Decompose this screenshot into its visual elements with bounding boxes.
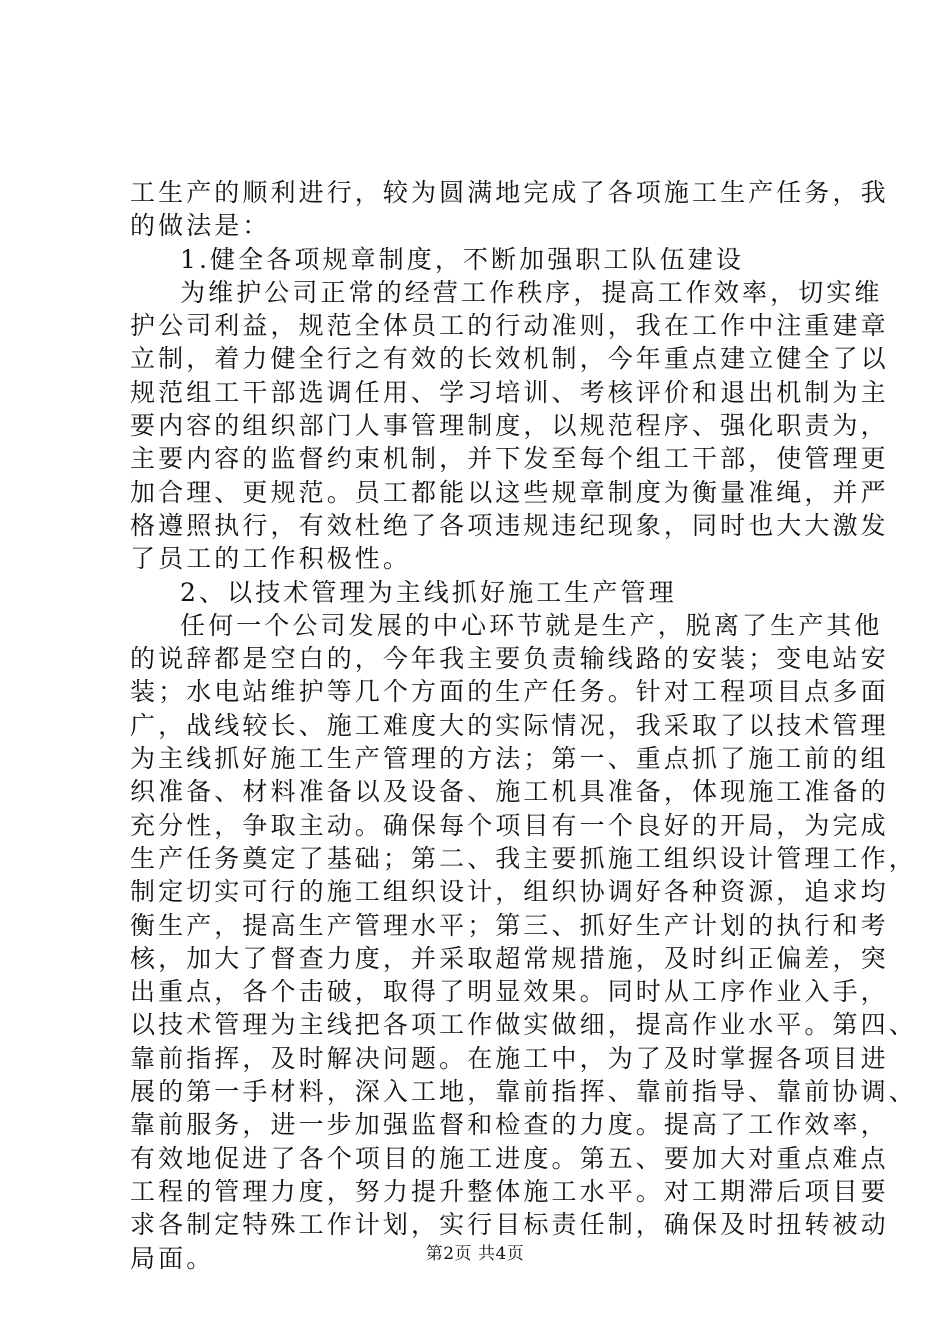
text-line: 局面。 xyxy=(130,1243,215,1273)
text-line: 加合理、更规范。员工都能以这些规章制度为衡量准绳，并严 xyxy=(130,477,889,507)
text-line: 工程的管理力度，努力提升整体施工水平。对工期滞后项目要 xyxy=(130,1176,889,1206)
text-line: 主要内容的监督约束机制，并下发至每个组工干部，使管理更 xyxy=(130,444,889,474)
text-line: 生产任务奠定了基础；第二、我主要抓施工组织设计管理工作， xyxy=(130,843,917,873)
text-line: 出重点，各个击破，取得了明显效果。同时从工序作业入手， xyxy=(130,977,889,1007)
text-line: 的说辞都是空白的，今年我主要负责输线路的安装；变电站安 xyxy=(130,644,889,674)
text-line: 有效地促进了各个项目的施工进度。第五、要加大对重点难点 xyxy=(130,1143,889,1173)
text-line: 广，战线较长、施工难度大的实际情况，我采取了以技术管理 xyxy=(130,710,889,740)
text-line: 2、以技术管理为主线抓好施工生产管理 xyxy=(180,577,677,607)
text-line: 求各制定特殊工作计划，实行目标责任制，确保及时扭转被动 xyxy=(130,1210,889,1240)
text-line: 了员工的工作积极性。 xyxy=(130,544,412,574)
text-line: 制定切实可行的施工组织设计，组织协调好各种资源，追求均 xyxy=(130,877,889,907)
text-line: 要内容的组织部门人事管理制度，以规范程序、强化职责为， xyxy=(130,411,889,441)
text-line: 立制，着力健全行之有效的长效机制，今年重点建立健全了以 xyxy=(130,344,889,374)
text-line: 工生产的顺利进行，较为圆满地完成了各项施工生产任务，我 xyxy=(130,178,889,207)
text-line: 靠前指挥，及时解决问题。在施工中，为了及时掌握各项目进 xyxy=(130,1043,889,1073)
text-line: 为主线抓好施工生产管理的方法；第一、重点抓了施工前的组 xyxy=(130,744,889,774)
text-line: 核，加大了督查力度，并采取超常规措施，及时纠正偏差，突 xyxy=(130,943,889,973)
text-line: 格遵照执行，有效杜绝了各项违规违纪现象，同时也大大激发 xyxy=(130,510,889,540)
text-line: 衡生产，提高生产管理水平；第三、抓好生产计划的执行和考 xyxy=(130,910,889,940)
text-line: 任何一个公司发展的中心环节就是生产，脱离了生产其他 xyxy=(180,610,883,640)
page-footer: 第2页 共4页 xyxy=(425,1244,525,1264)
text-line: 充分性，争取主动。确保每个项目有一个良好的开局，为完成 xyxy=(130,810,889,840)
text-line: 装；水电站维护等几个方面的生产任务。针对工程项目点多面 xyxy=(130,677,889,707)
text-line: 规范组工干部选调任用、学习培训、考核评价和退出机制为主 xyxy=(130,377,889,407)
text-line: 织准备、材料准备以及设备、施工机具准备，体现施工准备的 xyxy=(130,777,889,807)
text-line: 为维护公司正常的经营工作秩序，提高工作效率，切实维 xyxy=(180,277,883,307)
text-line: 护公司利益，规范全体员工的行动准则，我在工作中注重建章 xyxy=(130,311,889,341)
document-body xyxy=(130,176,917,1275)
text-line: 靠前服务，进一步加强监督和检查的力度。提高了工作效率， xyxy=(130,1110,889,1140)
text-line: 展的第一手材料，深入工地，靠前指挥、靠前指导、靠前协调、 xyxy=(130,1077,917,1107)
text-line: 的做法是： xyxy=(130,211,271,241)
text-line: 以技术管理为主线把各项工作做实做细，提高作业水平。第四、 xyxy=(130,1010,917,1040)
text-line: 1.健全各项规章制度，不断加强职工队伍建设 xyxy=(180,244,744,274)
